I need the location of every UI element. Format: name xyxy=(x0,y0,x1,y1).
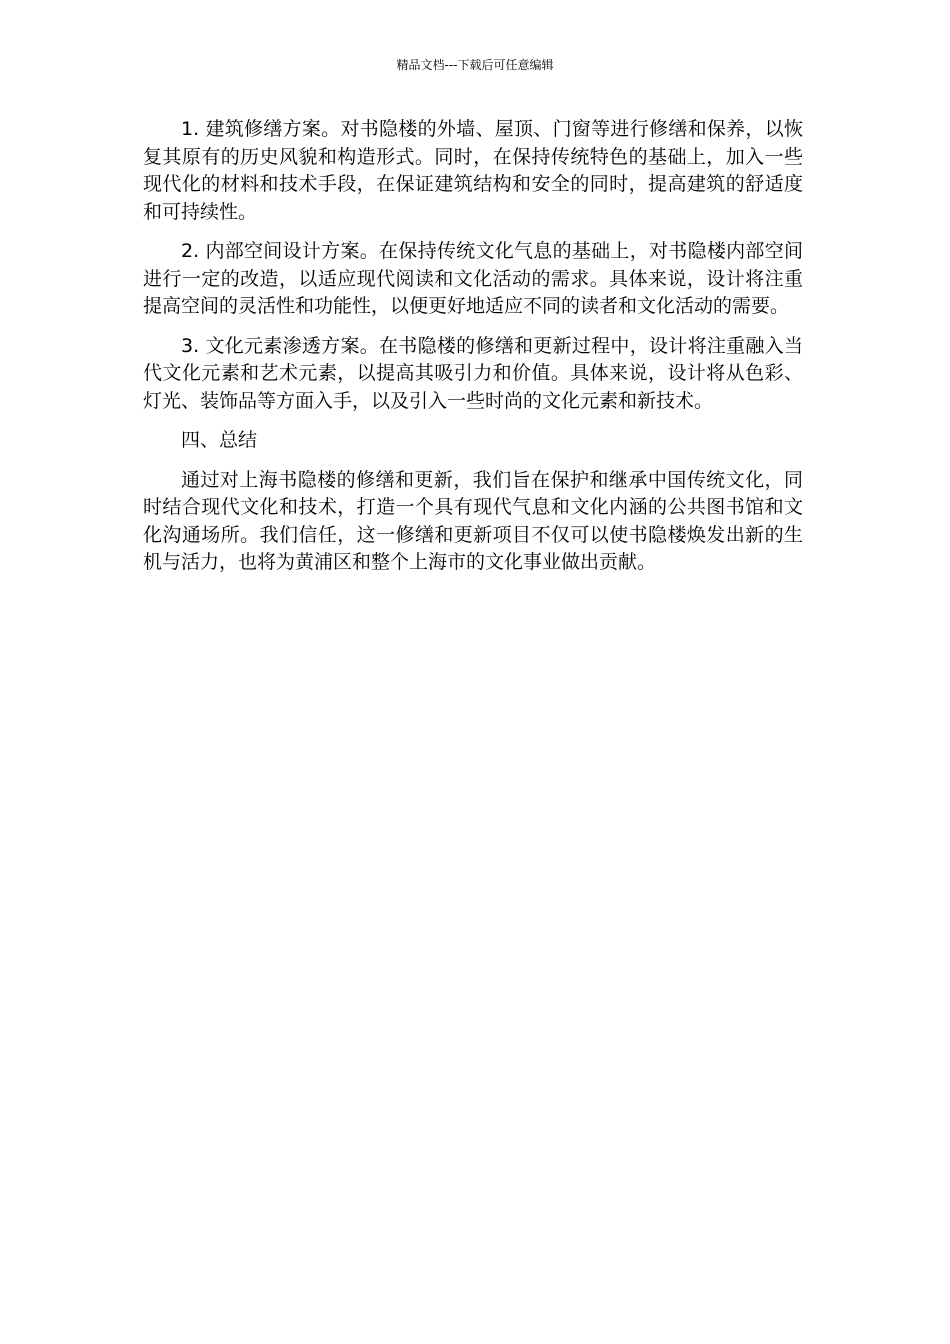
paragraph-interior-design: 2. 内部空间设计方案。在保持传统文化气息的基础上，对书隐楼内部空间进行一定的改造，以适应现代阅读和文化活动的需求。具体来说，设计将注重提高空间的灵活性和功能性，以便更好地适应不同的读者和文化活动的需要。 xyxy=(143,240,803,317)
page-header: 精品文档---下载后可任意编辑 xyxy=(396,58,554,72)
paragraph-building-repair: 1. 建筑修缮方案。对书隐楼的外墙、屋顶、门窗等进行修缮和保养，以恢复其原有的历史风貌和构造形式。同时，在保持传统特色的基础上，加入一些现代化的材料和技术手段，在保证建筑结构和安全的同时，提高建筑的舒适度和可持续性。 xyxy=(143,118,803,223)
paragraph-cultural-elements: 3. 文化元素渗透方案。在书隐楼的修缮和更新过程中，设计将注重融入当代文化元素和艺术元素，以提高其吸引力和价值。具体来说，设计将从色彩、灯光、装饰品等方面入手，以及引入一些时尚的文化元素和新技术。 xyxy=(143,334,803,412)
section-heading-summary: 四、总结 xyxy=(181,429,258,451)
document-body xyxy=(143,116,803,589)
paragraph-conclusion: 通过对上海书隐楼的修缮和更新，我们旨在保护和继承中国传统文化，同时结合现代文化和技术，打造一个具有现代气息和文化内涵的公共图书馆和文化沟通场所。我们信任，这一修缮和更新项目不仅可以使书隐楼焕发出新的生机与活力，也将为黄浦区和整个上海市的文化事业做出贡献。 xyxy=(143,468,803,573)
